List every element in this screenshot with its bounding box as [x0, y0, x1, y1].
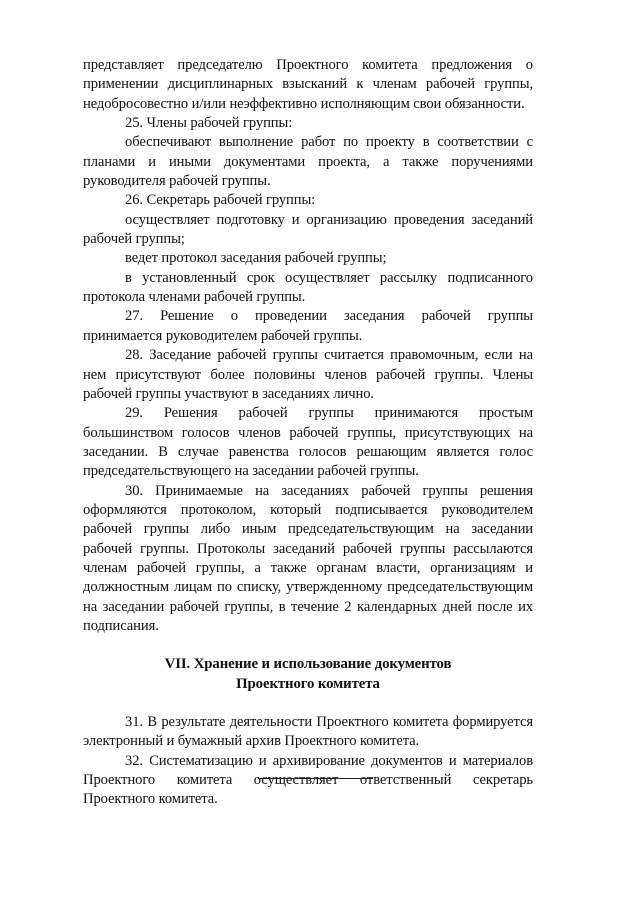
- paragraph-intro: представляет председателю Проектного комитета предложения о применении дисциплинарных взысканий к членам рабочей группы, недобросовестно и/или неэффективно исполняющим свои обязанности.: [83, 57, 533, 112]
- paragraph-28: 28. Заседание рабочей группы считается правомочным, если на нем присутствуют более половины членов рабочей группы. Члены рабочей группы участвуют в заседаниях лично.: [83, 347, 533, 402]
- paragraph-25a: обеспечивают выполнение работ по проекту в соответствии с планами и иными документами проекта, а также поручениями руководителя рабочей группы.: [83, 134, 533, 190]
- paragraph-29: 29. Решения рабочей группы принимаются простым большинством голосов членов рабочей группы, присутствующих на заседании. В случае равенства голосов решающим является голос председательствующего на заседании рабочей группы.: [83, 405, 533, 480]
- paragraph-30: 30. Принимаемые на заседаниях рабочей группы решения оформляются протоколом, который подписывается руководителем рабочей группы либо иным председательствующим на заседании рабочей группы. Протоколы заседаний рабочей группы рассылаются членам рабочей группы, а также органам власти, организациям и должностным лицам по списку, утвержденному председательствующим на заседании рабочей группы, в течение 2 календарных дней после их подписания.: [83, 482, 533, 634]
- closing-rule-divider: [258, 778, 373, 779]
- section-heading: [83, 655, 533, 694]
- paragraph-26b: ведет протокол заседания рабочей группы;: [125, 250, 387, 267]
- paragraph-26a: осуществляет подготовку и организацию проведения заседаний рабочей группы;: [83, 211, 533, 248]
- paragraph-27: 27. Решение о проведении заседания рабочей группы принимается руководителем рабочей группы.: [83, 308, 533, 344]
- paragraph-32: 32. Систематизацию и архивирование документов и материалов Проектного комитета осуществляет ответственный секретарь Проектного комитета.: [83, 752, 533, 808]
- paragraph-26: 26. Секретарь рабочей группы:: [125, 192, 316, 209]
- section-heading-line2: Проектного комитета: [236, 675, 380, 692]
- section-heading-line1: VII. Хранение и использование документов: [164, 656, 452, 673]
- document-body: [83, 56, 533, 810]
- paragraph-26c: в установленный срок осуществляет рассылку подписанного протокола членами рабочей группы.: [83, 269, 533, 306]
- paragraph-25: 25. Члены рабочей группы:: [125, 115, 293, 132]
- paragraph-31: 31. В результате деятельности Проектного комитета формируется электронный и бумажный архив Проектного комитета.: [83, 714, 533, 750]
